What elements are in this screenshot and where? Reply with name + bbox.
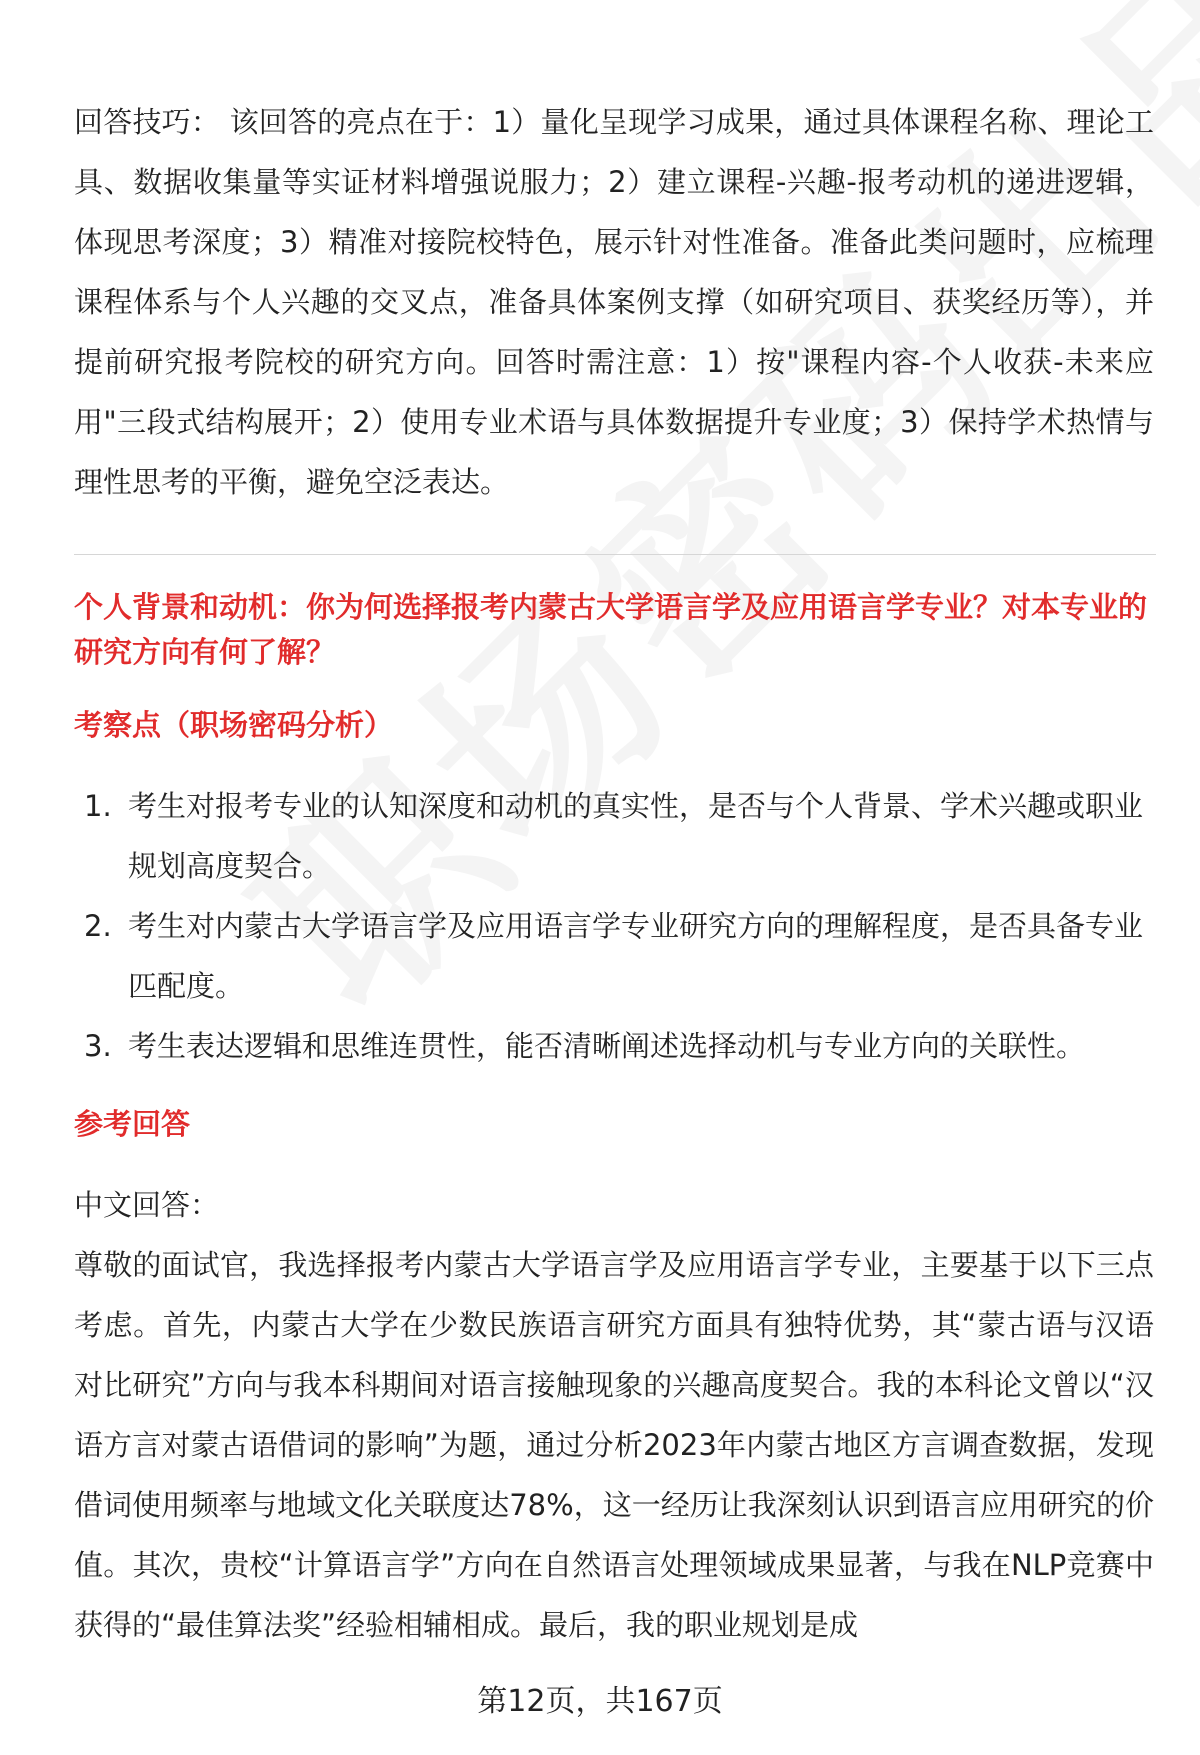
assessment-list xyxy=(74,776,1154,1076)
document-page xyxy=(74,92,1154,1655)
assessment-item-text: 考生表达逻辑和思维连贯性，能否清晰阐述选择动机与专业方向的关联性。 xyxy=(128,1029,1086,1063)
assessment-item xyxy=(74,1016,1154,1076)
assessment-item xyxy=(74,776,1154,896)
assessment-item-number: 3. xyxy=(84,1029,112,1063)
question-title: 个人背景和动机：你为何选择报考内蒙古大学语言学及应用语言学专业？对本专业的研究方向有何了解？ xyxy=(74,590,1148,669)
reference-answer-paragraph: 尊敬的面试官，我选择报考内蒙古大学语言学及应用语言学专业，主要基于以下三点考虑。首先，内蒙古大学在少数民族语言研究方面具有独特优势，其“蒙古语与汉语对比研究”方向与我本科期间对语言接触现象的兴趣高度契合。我的本科论文曾以“汉语方言对蒙古语借词的影响”为题，通过分析2023年内蒙古地区方言调查数据，发现借词使用频率与地域文化关联度达78%，这一经历让我深刻认识到语言应用研究的价值。其次，贵校“计算语言学”方向在自然语言处理领域成果显著，与我在NLP竞赛中获得的“最佳算法奖”经验相辅相成。最后，我的职业规划是成 xyxy=(74,1248,1154,1642)
assessment-item-text: 考生对内蒙古大学语言学及应用语言学专业研究方向的理解程度，是否具备专业匹配度。 xyxy=(128,909,1144,1003)
assessment-item-number: 1. xyxy=(84,789,112,823)
assessment-item-text: 考生对报考专业的认知深度和动机的真实性，是否与个人背景、学术兴趣或职业规划高度契合。 xyxy=(128,789,1144,883)
page-number: 第12页，共167页 xyxy=(477,1684,723,1719)
assessment-item-number: 2. xyxy=(84,909,112,943)
section-divider xyxy=(74,554,1156,555)
assessment-item xyxy=(74,896,1154,1016)
assessment-heading: 考察点（职场密码分析） xyxy=(74,708,394,742)
answer-tips-paragraph: 回答技巧： 该回答的亮点在于：1）量化呈现学习成果，通过具体课程名称、理论工具、数据收集量等实证材料增强说服力；2）建立课程-兴趣-报考动机的递进逻辑，体现思考深度；3）精准对接院校特色，展示针对性准备。准备此类问题时，应梳理课程体系与个人兴趣的交叉点，准备具体案例支撑（如研究项目、获奖经历等），并提前研究报考院校的研究方向。回答时需注意：1）按"课程内容-个人收获-未来应用"三段式结构展开；2）使用专业术语与具体数据提升专业度；3）保持学术热情与理性思考的平衡，避免空泛表达。 xyxy=(74,105,1154,499)
reference-answer-heading: 参考回答 xyxy=(74,1107,191,1141)
chinese-answer-label: 中文回答： xyxy=(74,1188,220,1222)
